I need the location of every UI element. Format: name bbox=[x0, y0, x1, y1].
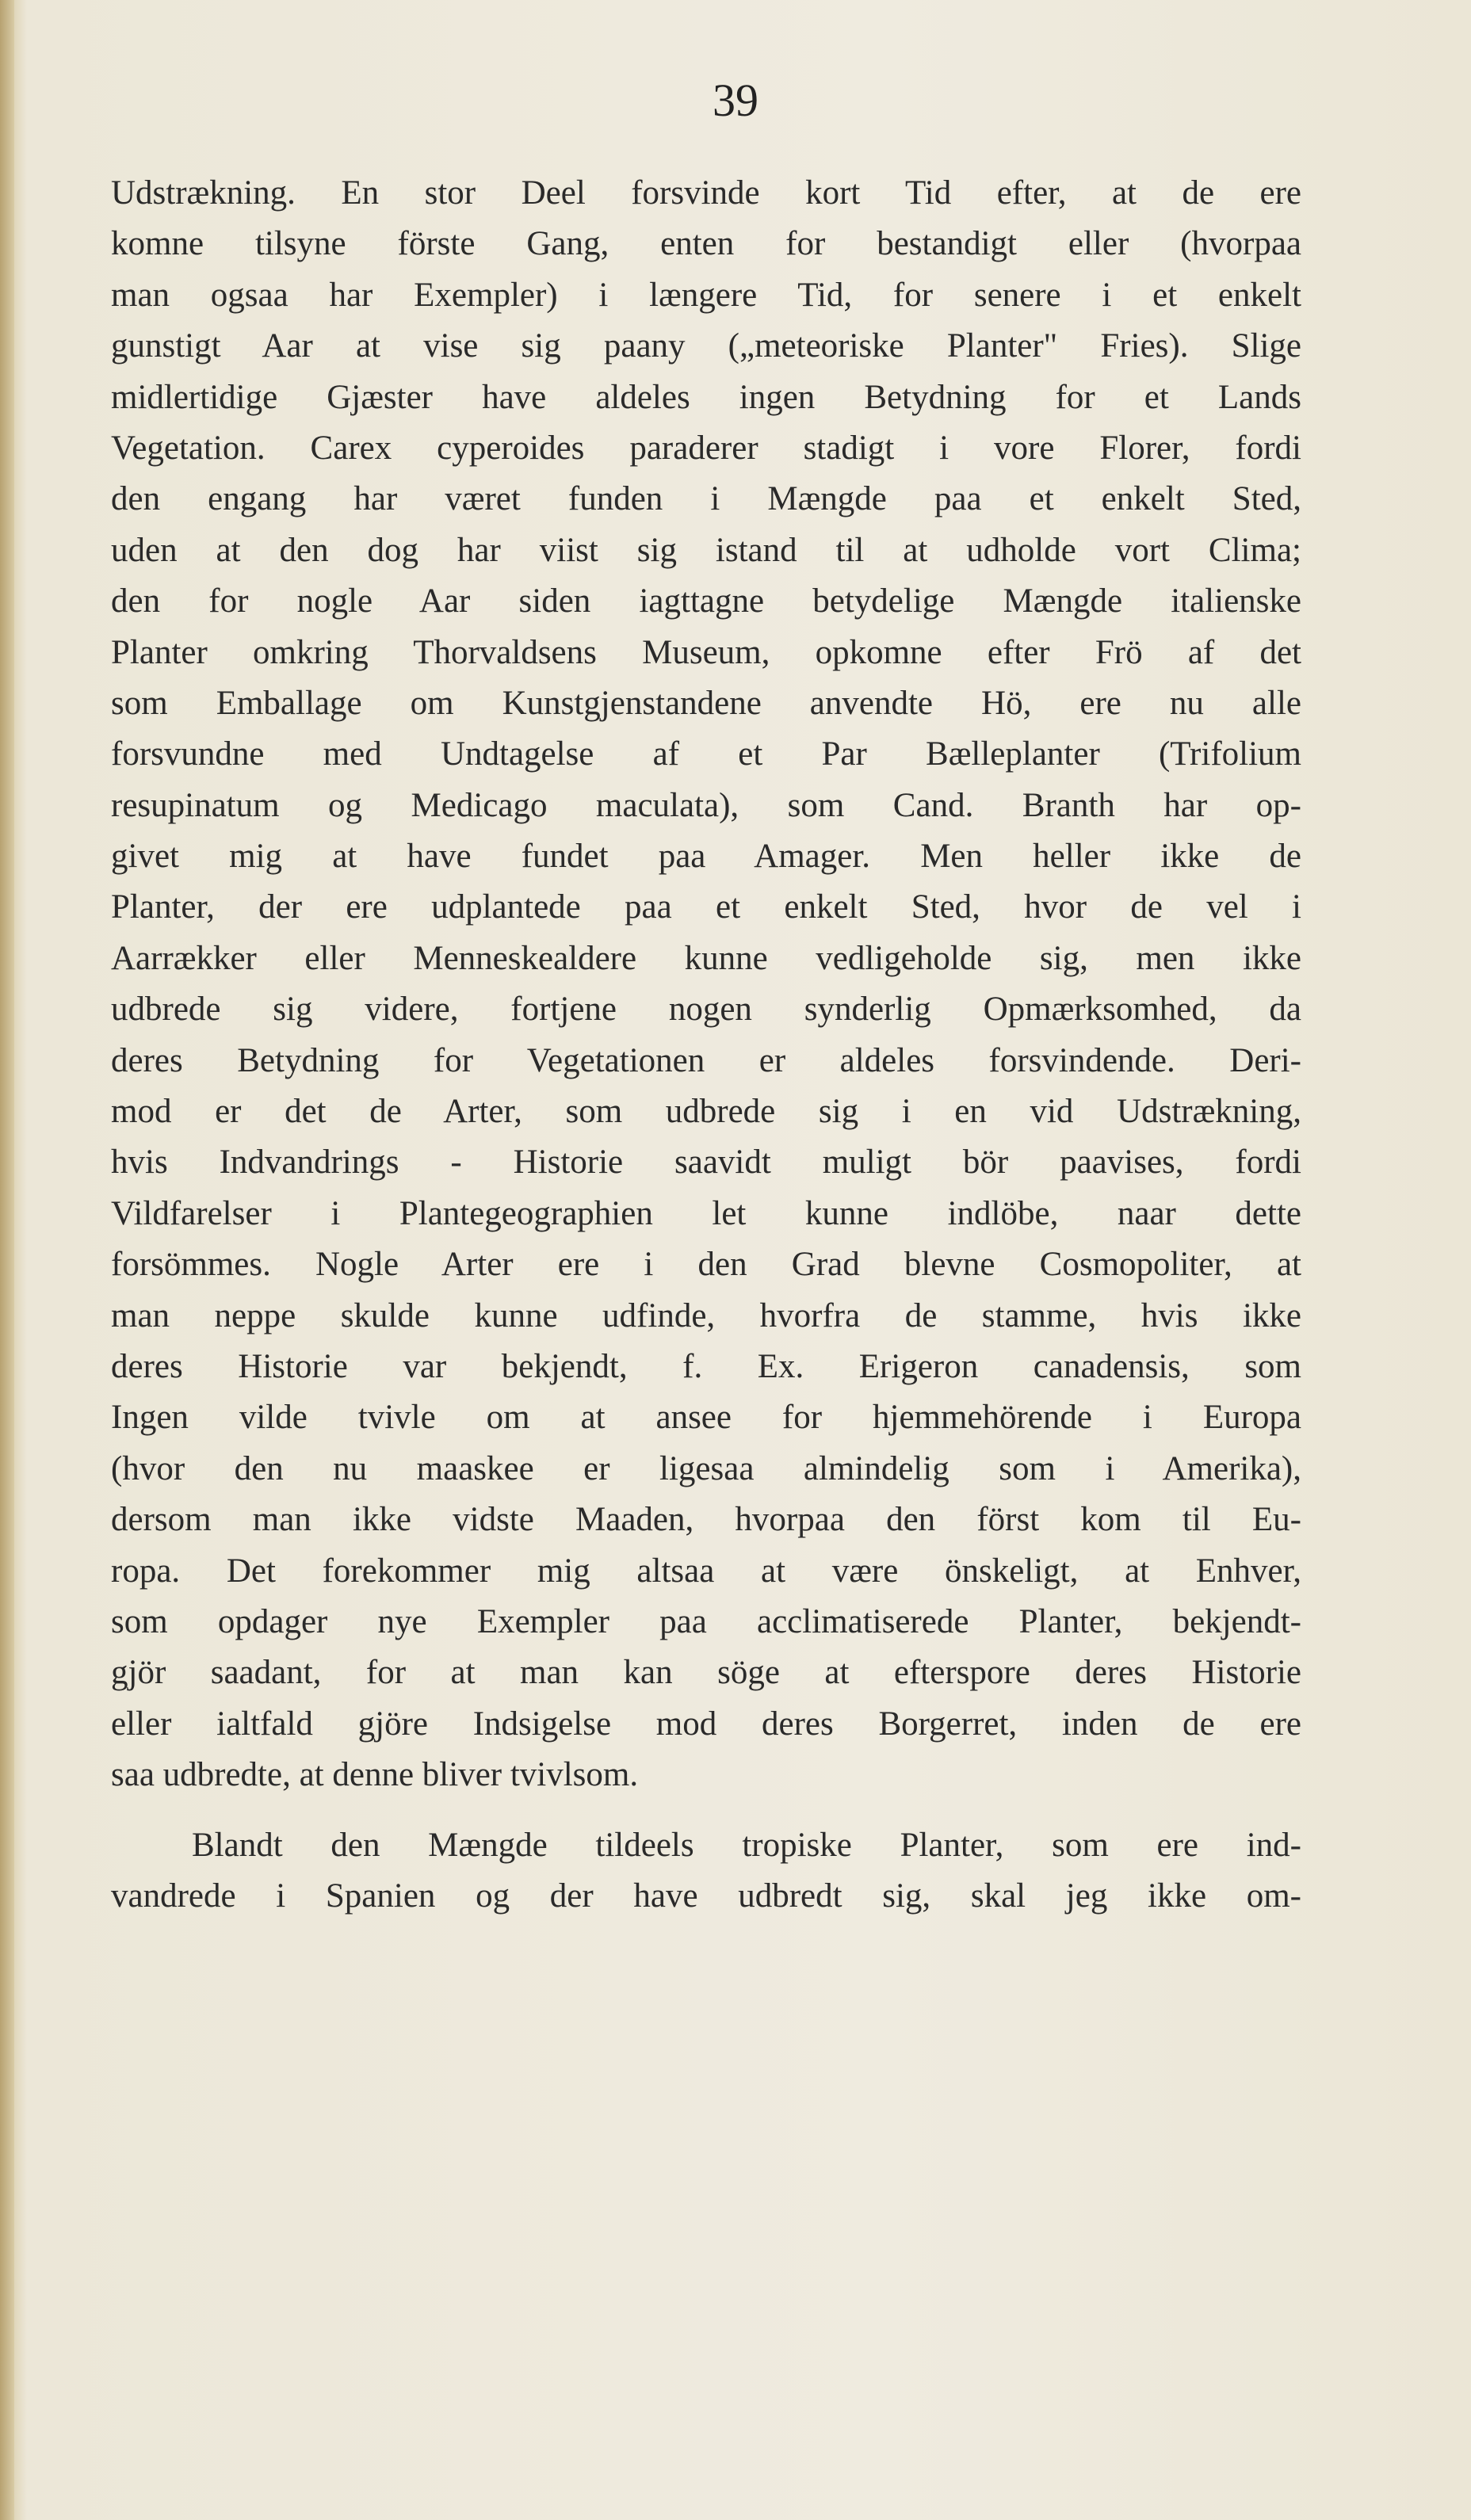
text-line: man ogsaa har Exempler) i længere Tid, for senere i et enkelt bbox=[111, 276, 1301, 314]
text-line: hvis Indvandrings - Historie saavidt muligt bör paavises, fordi bbox=[111, 1144, 1301, 1182]
text-line: deres Historie var bekjendt, f. Ex. Erigeron canadensis, som bbox=[111, 1347, 1301, 1385]
text-line: Vildfarelser i Plantegeographien let kunne indlöbe, naar dette bbox=[111, 1194, 1301, 1232]
text-line: gunstigt Aar at vise sig paany („meteoriske Planter" Fries). Slige bbox=[111, 327, 1301, 365]
body-text bbox=[111, 168, 1301, 1922]
paragraph-gap bbox=[111, 1801, 1301, 1820]
text-line: komne tilsyne förste Gang, enten for bestandigt eller (hvorpaa bbox=[111, 225, 1301, 263]
text-line: forsömmes. Nogle Arter ere i den Grad blevne Cosmopoliter, at bbox=[111, 1246, 1301, 1284]
text-line: forsvundne med Undtagelse af et Par Bælleplanter (Trifolium bbox=[111, 735, 1301, 773]
text-line: resupinatum og Medicago maculata), som Cand. Branth har op- bbox=[111, 786, 1301, 824]
text-line: dersom man ikke vidste Maaden, hvorpaa den först kom til Eu- bbox=[111, 1501, 1301, 1539]
text-line: midlertidige Gjæster have aldeles ingen Betydning for et Lands bbox=[111, 378, 1301, 416]
text-line: Planter, der ere udplantede paa et enkelt Sted, hvor de vel i bbox=[111, 888, 1301, 926]
text-line: eller ialtfald gjöre Indsigelse mod deres Borgerret, inden de ere bbox=[111, 1705, 1301, 1743]
text-line: den engang har været funden i Mængde paa et enkelt Sted, bbox=[111, 480, 1301, 518]
text-line: Vegetation. Carex cyperoides paraderer stadigt i vore Florer, fordi bbox=[111, 429, 1301, 467]
text-line: udbrede sig videre, fortjene nogen synderlig Opmærksomhed, da bbox=[111, 991, 1301, 1029]
text-line: man neppe skulde kunne udfinde, hvorfra de stamme, hvis ikke bbox=[111, 1296, 1301, 1334]
text-line: gjör saadant, for at man kan söge at efterspore deres Historie bbox=[111, 1654, 1301, 1692]
text-line: som Emballage om Kunstgjenstandene anvendte Hö, ere nu alle bbox=[111, 684, 1301, 722]
text-line: Aarrækker eller Menneskealdere kunne vedligeholde sig, men ikke bbox=[111, 939, 1301, 977]
text-line: Planter omkring Thorvaldsens Museum, opkomne efter Frö af det bbox=[111, 633, 1301, 671]
text-line: vandrede i Spanien og der have udbredt sig, skal jeg ikke om- bbox=[111, 1877, 1301, 1915]
text-line: Udstrækning. En stor Deel forsvinde kort Tid efter, at de ere bbox=[111, 174, 1301, 212]
binding-gutter bbox=[0, 0, 14, 2520]
text-line: uden at den dog har viist sig istand til at udholde vort Clima; bbox=[111, 531, 1301, 569]
paragraph bbox=[111, 168, 1301, 1801]
text-line: saa udbredte, at denne bliver tvivlsom. bbox=[111, 1756, 639, 1794]
text-line: den for nogle Aar siden iagttagne betydelige Mængde italienske bbox=[111, 582, 1301, 620]
text-line: deres Betydning for Vegetationen er aldeles forsvindende. Deri- bbox=[111, 1041, 1301, 1079]
paragraph bbox=[111, 1820, 1301, 1922]
text-line: Blandt den Mængde tildeels tropiske Planter, som ere ind- bbox=[192, 1826, 1301, 1864]
text-line: ropa. Det forekommer mig altsaa at være önskeligt, at Enhver, bbox=[111, 1552, 1301, 1590]
page-number: 39 bbox=[713, 74, 758, 126]
text-line: Ingen vilde tvivle om at ansee for hjemmehörende i Europa bbox=[111, 1399, 1301, 1437]
text-line: mod er det de Arter, som udbrede sig i en vid Udstrækning, bbox=[111, 1093, 1301, 1131]
text-line: (hvor den nu maaskee er ligesaa almindelig som i Amerika), bbox=[111, 1449, 1301, 1487]
text-line: givet mig at have fundet paa Amager. Men heller ikke de bbox=[111, 838, 1301, 876]
text-line: som opdager nye Exempler paa acclimatiserede Planter, bekjendt- bbox=[111, 1602, 1301, 1640]
